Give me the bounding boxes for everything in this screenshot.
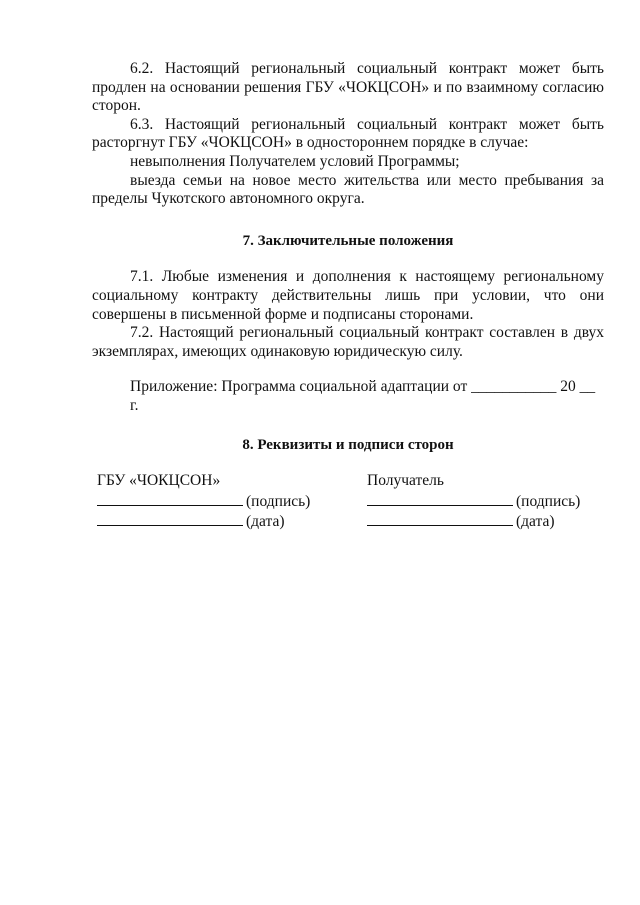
party-name-recipient: Получатель [367,472,444,490]
signature-row-provider [97,491,310,512]
signature-label: (подпись) [516,492,581,510]
clause-6-3-case-1: невыполнения Получателем условий Программы; [130,152,460,170]
appendix-line: Приложение: Программа социальной адаптации от ___________ 20 __ г. [130,378,596,414]
signature-line [367,491,513,506]
date-row-recipient [367,511,580,532]
signature-column-recipient [367,472,580,532]
clause-6-3: 6.3. Настоящий региональный социальный контракт может быть расторгнут ГБУ «ЧОКЦСОН» в одностороннем порядке в случае: [92,115,604,152]
signature-row-recipient [367,491,580,512]
clause-6-2: 6.2. Настоящий региональный социальный контракт может быть продлен на основании решения ГБУ «ЧОКЦСОН» и по взаимному согласию сторон. [92,60,604,115]
section-8-heading: 8. Реквизиты и подписи сторон [242,436,454,453]
clause-6-3-case-2: выезда семьи на новое место жительства или место пребывания за пределы Чукотского автономного округа. [92,171,604,208]
signature-column-provider [97,472,310,532]
date-label: (дата) [516,513,555,531]
section-7-heading: 7. Заключительные положения [242,232,454,249]
signature-block [97,472,604,532]
clause-7-2: 7.2. Настоящий региональный социальный контракт составлен в двух экземплярах, имеющих одинаковую юридическую силу. [92,324,604,360]
document-content [92,60,604,532]
date-label: (дата) [246,513,285,531]
clause-7-1: 7.1. Любые изменения и дополнения к настоящему региональному социальному контракту действительны лишь при условии, что они совершены в письменной форме и подписаны сторонами. [92,268,604,323]
signature-line [97,491,243,506]
date-row-provider [97,511,310,532]
date-line [367,511,513,526]
party-name-provider: ГБУ «ЧОКЦСОН» [97,472,221,490]
date-line [97,511,243,526]
signature-label: (подпись) [246,492,311,510]
